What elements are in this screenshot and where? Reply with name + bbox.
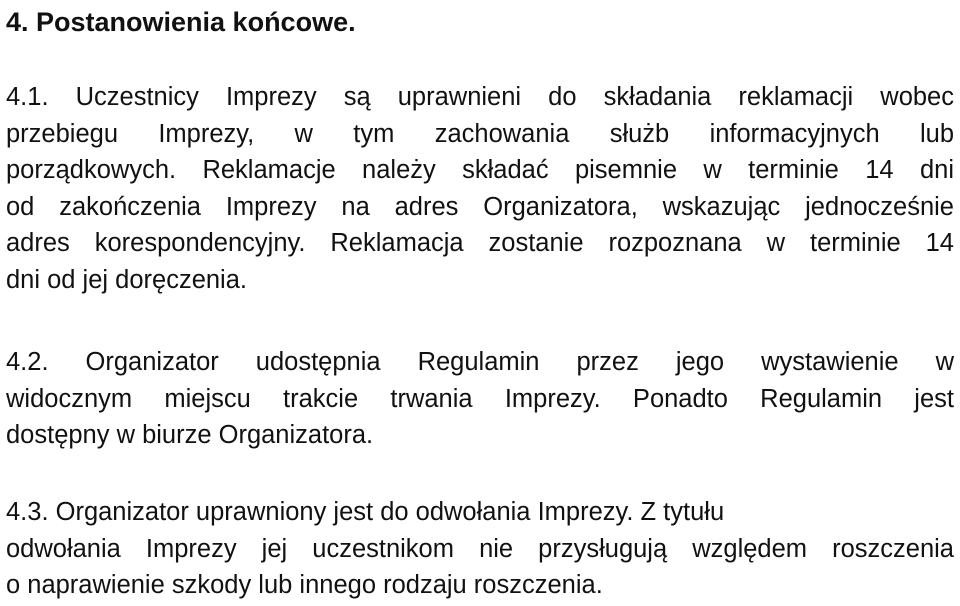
paragraph-line: adres korespondencyjny. Reklamacja zostanie rozpoznana w terminie 14 (6, 229, 954, 257)
paragraph-4-1 (6, 79, 954, 298)
paragraph-line: odwołania Imprezy jej uczestnikom nie przysługują względem roszczenia (6, 534, 954, 563)
paragraph-line: przebiegu Imprezy, w tym zachowania służb informacyjnych lub (6, 119, 954, 148)
paragraph-line: od zakończenia Imprezy na adres Organizatora, wskazując jednocześnie (6, 192, 954, 221)
paragraph-line: 4.3. Organizator uprawniony jest do odwołania Imprezy. Z tytułu (6, 498, 725, 526)
paragraph-line: widocznym miejscu trakcie trwania Imprezy. Ponadto Regulamin jest (6, 384, 954, 413)
paragraph-line: dni od jej doręczenia. (6, 265, 247, 294)
paragraph-line: 4.1. Uczestnicy Imprezy są uprawnieni do składania reklamacji wobec (6, 83, 954, 111)
paragraph-line: o naprawienie szkody lub innego rodzaju roszczenia. (6, 571, 603, 599)
paragraph-4-3 (6, 494, 954, 604)
paragraph-line: dostępny w biurze Organizatora. (6, 421, 374, 449)
paragraph-line: 4.2. Organizator udostępnia Regulamin przez jego wystawienie w (6, 348, 954, 376)
paragraph-line: porządkowych. Reklamacje należy składać pisemnie w terminie 14 dni (6, 156, 954, 184)
paragraph-4-2 (6, 344, 954, 454)
section-heading: 4. Postanowienia końcowe. (6, 7, 356, 37)
